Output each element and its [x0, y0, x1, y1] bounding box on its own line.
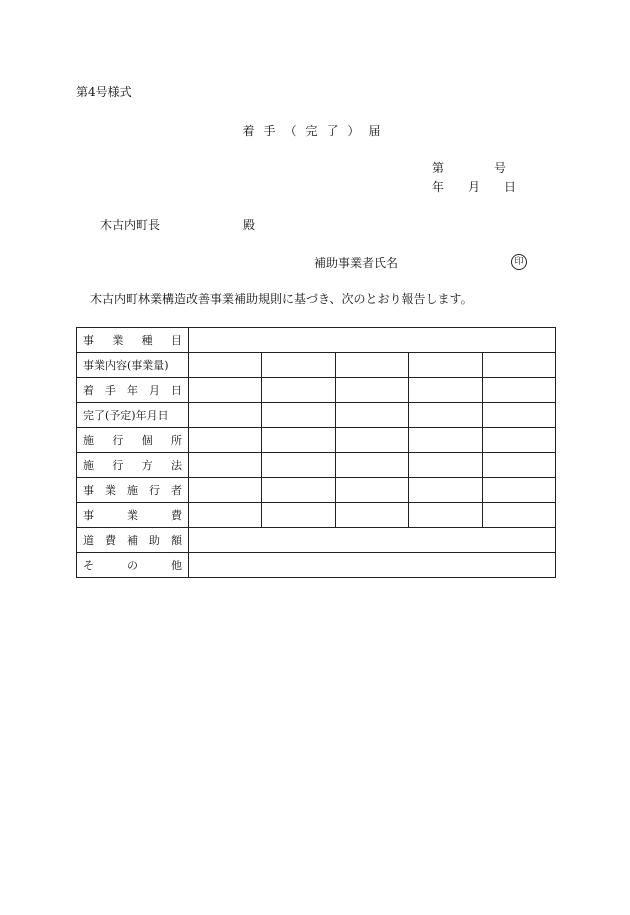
table-row [77, 328, 556, 353]
table-row [77, 378, 556, 403]
report-form-table [76, 327, 556, 578]
row-label-text: 業 [127, 509, 138, 522]
date-month: 月 [468, 180, 481, 194]
entry-cell[interactable] [482, 378, 555, 403]
row-label [77, 403, 189, 428]
row-label-text: 所 [170, 434, 182, 447]
row-label-text: 行 [149, 484, 160, 497]
row-label-text: 業 [105, 484, 116, 497]
row-label [77, 428, 189, 453]
row-label-text: 行 [112, 434, 124, 447]
row-label-text: 助 [149, 534, 160, 547]
title-char: 着 [242, 124, 255, 138]
row-label-text: 行 [112, 459, 124, 472]
title-char: （ [284, 124, 297, 138]
entry-cell[interactable] [189, 553, 556, 578]
table-row [77, 428, 556, 453]
row-label-text: 補 [127, 534, 138, 547]
entry-cell[interactable] [335, 478, 408, 503]
entry-cell[interactable] [409, 503, 482, 528]
entry-cell[interactable] [335, 503, 408, 528]
row-label-text: そ [83, 559, 94, 572]
entry-cell[interactable] [482, 353, 555, 378]
applicant-name-label: 補助事業者氏名 [314, 256, 399, 270]
row-label-text: 施 [83, 459, 94, 472]
entry-cell[interactable] [189, 353, 262, 378]
table-row [77, 453, 556, 478]
row-label-text: 施 [83, 434, 94, 447]
row-label [77, 503, 189, 528]
entry-cell[interactable] [189, 428, 262, 453]
entry-cell[interactable] [482, 403, 555, 428]
title-char: 了 [326, 124, 339, 138]
row-label [77, 453, 189, 478]
row-label-text: 種 [141, 334, 153, 347]
title-char: 完 [305, 124, 318, 138]
entry-cell[interactable] [482, 428, 555, 453]
entry-cell[interactable] [262, 403, 335, 428]
row-label-text: 他 [171, 559, 182, 572]
row-label-text: 方 [141, 459, 153, 472]
row-label [77, 353, 189, 378]
row-label-text: 施 [127, 484, 138, 497]
entry-cell[interactable] [262, 503, 335, 528]
entry-cell[interactable] [189, 478, 262, 503]
seal-mark-icon: 印 [511, 254, 527, 270]
entry-cell[interactable] [335, 353, 408, 378]
row-label-text: の [127, 559, 138, 572]
entry-cell[interactable] [262, 378, 335, 403]
table-row [77, 403, 556, 428]
row-label-text: 額 [171, 534, 182, 547]
date-line [432, 180, 516, 194]
entry-cell[interactable] [482, 453, 555, 478]
table-row [77, 503, 556, 528]
date-day: 日 [504, 180, 517, 194]
row-label-text: 道 [83, 534, 94, 547]
entry-cell[interactable] [189, 328, 556, 353]
entry-cell[interactable] [189, 528, 556, 553]
honorific: 殿 [243, 218, 256, 232]
entry-cell[interactable] [189, 453, 262, 478]
row-label-text: 手 [105, 384, 116, 397]
entry-cell[interactable] [335, 378, 408, 403]
entry-cell[interactable] [409, 353, 482, 378]
row-label-text: 業 [112, 334, 124, 347]
entry-cell[interactable] [262, 353, 335, 378]
row-label-text: 費 [171, 509, 182, 522]
row-label-text: 個 [141, 434, 153, 447]
form-number: 第4号様式 [76, 85, 132, 99]
row-label-text: 日 [171, 384, 182, 397]
body-text: 木古内町林業構造改善事業補助規則に基づき、次のとおり報告します。 [90, 292, 473, 306]
row-label-text: 着 [83, 384, 94, 397]
row-label-text: 年 [127, 384, 138, 397]
row-label [77, 528, 189, 553]
row-label-text: 月 [149, 384, 160, 397]
table-row [77, 553, 556, 578]
table-row [77, 528, 556, 553]
row-label [77, 478, 189, 503]
title-char: 手 [263, 124, 276, 138]
entry-cell[interactable] [409, 453, 482, 478]
entry-cell[interactable] [482, 503, 555, 528]
row-label [77, 328, 189, 353]
row-label-text: 完了(予定)年月日 [83, 409, 169, 422]
title-char: 届 [368, 124, 381, 138]
row-label-text: 目 [170, 334, 182, 347]
entry-cell[interactable] [189, 503, 262, 528]
row-label [77, 378, 189, 403]
row-label-text: 者 [171, 484, 182, 497]
date-year: 年 [432, 180, 445, 194]
document-number-line [432, 161, 506, 175]
document-title [238, 124, 385, 138]
table-row [77, 353, 556, 378]
row-label-text: 費 [105, 534, 116, 547]
entry-cell[interactable] [482, 478, 555, 503]
number-prefix: 第 [432, 161, 445, 175]
entry-cell[interactable] [262, 453, 335, 478]
row-label-text: 事 [83, 334, 94, 347]
addressee: 木古内町長 [100, 218, 161, 232]
number-suffix: 号 [494, 161, 507, 175]
entry-cell[interactable] [189, 403, 262, 428]
entry-cell[interactable] [409, 478, 482, 503]
entry-cell[interactable] [189, 378, 262, 403]
entry-cell[interactable] [335, 428, 408, 453]
title-char: ） [347, 124, 360, 138]
entry-cell[interactable] [409, 378, 482, 403]
entry-cell[interactable] [409, 428, 482, 453]
row-label-text: 法 [170, 459, 182, 472]
entry-cell[interactable] [409, 403, 482, 428]
entry-cell[interactable] [335, 453, 408, 478]
entry-cell[interactable] [262, 478, 335, 503]
table-row [77, 478, 556, 503]
entry-cell[interactable] [262, 428, 335, 453]
row-label-text: 事 [83, 484, 94, 497]
row-label-text: 事業内容(事業量) [83, 359, 169, 372]
row-label [77, 553, 189, 578]
entry-cell[interactable] [335, 403, 408, 428]
row-label-text: 事 [83, 509, 94, 522]
